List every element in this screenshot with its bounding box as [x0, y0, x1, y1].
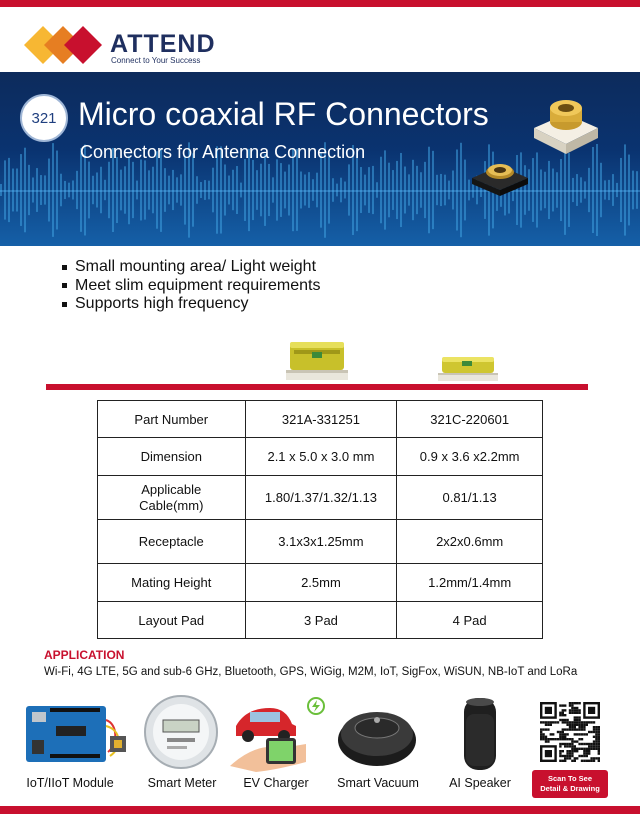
- application-label: Smart Vacuum: [337, 776, 419, 790]
- scan-detail-button[interactable]: Scan To See Detail & Drawing: [532, 770, 608, 798]
- table-row: [98, 401, 543, 438]
- table-cell: 0.9 x 3.6 x2.2mm: [397, 438, 543, 476]
- table-cell: 321A-331251: [245, 401, 397, 438]
- feature-item: Supports high frequency: [62, 295, 320, 314]
- connector-large-icon: [530, 94, 602, 156]
- table-cell: Dimension: [98, 438, 246, 476]
- table-cell: 3.1x3x1.25mm: [245, 520, 397, 564]
- table-row: [98, 520, 543, 564]
- brand-logo[interactable]: [24, 26, 224, 70]
- table-cell: 2.1 x 5.0 x 3.0 mm: [245, 438, 397, 476]
- application-label: EV Charger: [243, 776, 309, 790]
- application-label: IoT/IIoT Module: [26, 776, 114, 790]
- circuit-board-icon: [22, 700, 130, 768]
- robot-vacuum-icon: [336, 702, 418, 768]
- table-cell: 321C-220601: [397, 401, 543, 438]
- product-321a-image: [284, 336, 350, 382]
- brand-tagline: Connect to Your Success: [111, 56, 201, 65]
- feature-item: Small mounting area/ Light weight: [62, 258, 320, 277]
- table-row: [98, 438, 543, 476]
- table-cell: Receptacle: [98, 520, 246, 564]
- table-cell: 3 Pad: [245, 602, 397, 639]
- ev-charger-icon: [226, 696, 328, 772]
- table-cell: 1.80/1.37/1.32/1.13: [245, 476, 397, 520]
- bottom-accent-bar: [0, 806, 640, 814]
- table-cell: Layout Pad: [98, 602, 246, 639]
- qr-code-icon[interactable]: [540, 702, 600, 762]
- top-accent-bar: [0, 0, 640, 7]
- series-badge: 321: [20, 94, 68, 142]
- table-cell: 0.81/1.13: [397, 476, 543, 520]
- table-cell: Part Number: [98, 401, 246, 438]
- connector-small-icon: [470, 150, 530, 198]
- square-bullet-icon: [62, 265, 67, 270]
- spec-table: [97, 400, 543, 639]
- page-title: Micro coaxial RF Connectors: [78, 96, 489, 132]
- section-divider: [46, 384, 588, 390]
- table-cell: Mating Height: [98, 564, 246, 602]
- application-heading: APPLICATION: [44, 648, 125, 662]
- table-cell: 1.2mm/1.4mm: [397, 564, 543, 602]
- table-row: [98, 564, 543, 602]
- application-label: Smart Meter: [147, 776, 217, 790]
- table-cell: Applicable Cable(mm): [98, 476, 246, 520]
- brand-name: ATTEND: [110, 30, 216, 58]
- feature-list: [62, 258, 320, 314]
- application-label: AI Speaker: [449, 776, 511, 790]
- application-list: Wi-Fi, 4G LTE, 5G and sub-6 GHz, Bluetooth, GPS, WiGig, M2M, IoT, SigFox, WiSUN, NB-IoT and LoRa: [44, 666, 578, 678]
- page-subtitle: Connectors for Antenna Connection: [80, 142, 366, 162]
- logo-diamonds-icon: [24, 26, 102, 64]
- feature-item: Meet slim equipment requirements: [62, 277, 320, 296]
- table-row: [98, 476, 543, 520]
- hero-banner: [0, 72, 640, 246]
- square-bullet-icon: [62, 283, 67, 288]
- table-cell: 4 Pad: [397, 602, 543, 639]
- table-cell: 2.5mm: [245, 564, 397, 602]
- table-cell: 2x2x0.6mm: [397, 520, 543, 564]
- product-321c-image: [436, 353, 500, 383]
- smart-meter-icon: [143, 692, 219, 772]
- smart-speaker-icon: [460, 694, 500, 772]
- square-bullet-icon: [62, 302, 67, 307]
- table-row: [98, 602, 543, 639]
